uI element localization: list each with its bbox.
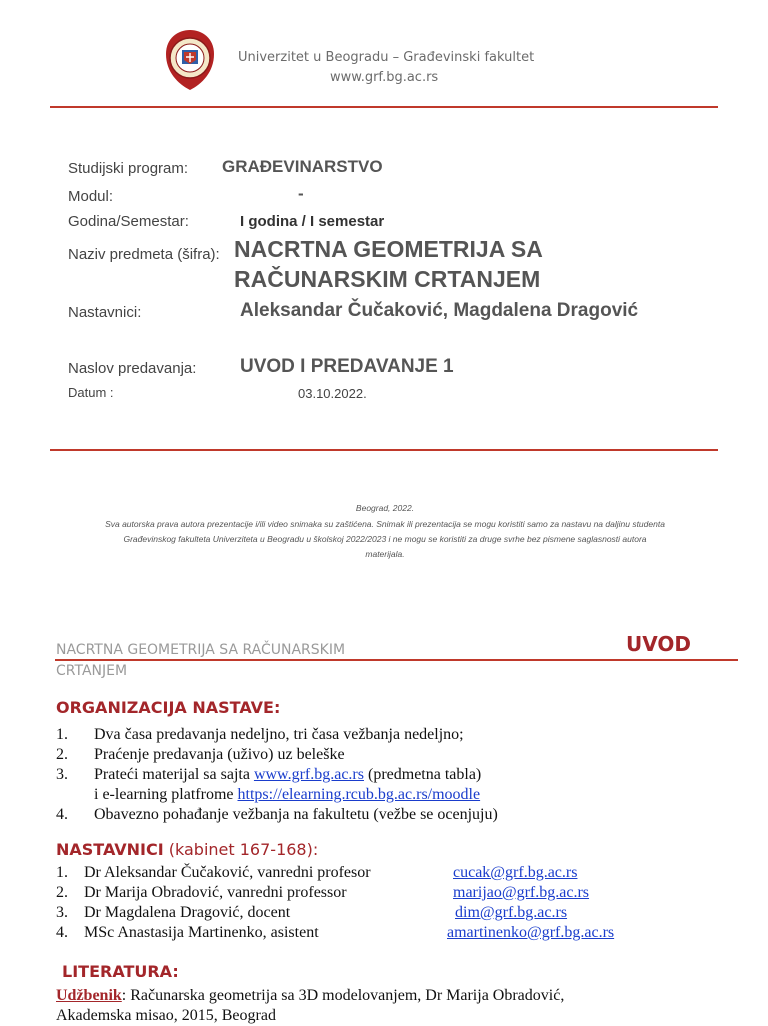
table-row: 2. Dr Marija Obradović, vanredni professor marijao@grf.bg.ac.rs xyxy=(56,884,590,901)
footnote-line3: materijala. xyxy=(365,549,405,559)
email-link[interactable]: amartinenko@grf.bg.ac.rs xyxy=(447,924,615,941)
table-row: 1. Dr Aleksandar Čučaković, vanredni profesor cucak@grf.bg.ac.rs xyxy=(56,864,578,881)
elearning-link[interactable]: https://elearning.rcub.bg.ac.rs/moodle xyxy=(237,786,481,803)
teachers-value: Aleksandar Čučaković, Magdalena Dragović xyxy=(240,300,639,321)
program-value: GRAĐEVINARSTVO xyxy=(222,157,383,176)
module-value: - xyxy=(298,184,304,203)
table-row: 4. MSc Anastasija Martinenko, asistent amartinenko@grf.bg.ac.rs xyxy=(56,924,615,941)
date-value: 03.10.2022. xyxy=(298,386,367,401)
teachers-heading: NASTAVNICI (kabinet 167-168): xyxy=(56,840,319,859)
slide-course-title xyxy=(56,640,396,682)
literature-text: Udžbenik: Računarska geometrija sa 3D modelovanjem, Dr Marija Obradović, Akademska misao, 2015, Beograd xyxy=(56,987,565,1024)
table-row: 3. Dr Magdalena Dragović, docent dim@grf.bg.ac.rs xyxy=(56,904,568,921)
grf-website-link[interactable]: www.grf.bg.ac.rs xyxy=(253,766,364,783)
year-value: I godina / I semestar xyxy=(240,213,385,230)
footnote-line1: Sva autorska prava autora prezentacije i/ili video snimaka su zaštićena. Snimak ili prezentacija se mogu koristiti samo za nastavu na daljinu studenta xyxy=(105,519,665,529)
organization-list xyxy=(56,726,656,826)
date-label: Datum : xyxy=(68,385,114,400)
textbook-label: Udžbenik xyxy=(56,987,122,1004)
list-item: 2. Praćenje predavanja (uživo) uz beleške xyxy=(56,746,345,763)
course-value-line2: RAČUNARSKIM CRTANJEM xyxy=(234,266,541,292)
university-name: Univerzitet u Beogradu – Građevinski fakultet xyxy=(238,50,535,65)
header-divider xyxy=(50,106,718,108)
slide-section-title: UVOD xyxy=(626,632,691,656)
module-label: Modul: xyxy=(68,188,114,205)
lecture-label: Naslov predavanja: xyxy=(68,360,197,377)
year-label: Godina/Semestar: xyxy=(68,213,189,230)
slide-course-line1: NACRTNA GEOMETRIJA SA RAČUNARSKIM xyxy=(56,642,346,658)
program-label: Studijski program: xyxy=(68,160,189,177)
teachers-list xyxy=(56,864,676,944)
slide-course-line2: CRTANJEM xyxy=(56,663,128,679)
footnote-place: Beograd, 2022. xyxy=(355,503,415,513)
course-label: Naziv predmeta (šifra): xyxy=(68,246,220,263)
university-website: www.grf.bg.ac.rs xyxy=(330,70,439,85)
footnote-line2: Građevinskog fakulteta Univerziteta u Beogradu u školskoj 2022/2023 i ne mogu se koristiti za druge svrhe bez pismene saglasnosti autora xyxy=(123,534,647,544)
course-value-line1: NACRTNA GEOMETRIJA SA xyxy=(234,236,543,262)
slide-divider xyxy=(55,659,738,661)
list-item: 1. Dva časa predavanja nedeljno, tri časa vežbanja nedeljno; xyxy=(56,726,464,743)
email-link[interactable]: marijao@grf.bg.ac.rs xyxy=(453,884,590,901)
teachers-label: Nastavnici: xyxy=(68,304,142,321)
list-item: 3. Prateći materijal sa sajta www.grf.bg.ac.rs (predmetna tabla) xyxy=(56,766,482,783)
email-link[interactable]: cucak@grf.bg.ac.rs xyxy=(453,864,578,881)
lecture-value: UVOD I PREDAVANJE 1 xyxy=(240,356,454,377)
university-seal-icon xyxy=(162,28,218,92)
literature-heading: LITERATURA: xyxy=(62,962,179,981)
list-item: 4. Obavezno pohađanje vežbanja na fakultetu (vežbe se ocenjuju) xyxy=(56,806,498,823)
organization-heading: ORGANIZACIJA NASTAVE: xyxy=(56,698,281,717)
info-divider xyxy=(50,449,718,451)
list-item: i e-learning platfrome https://elearning.rcub.bg.ac.rs/moodle xyxy=(94,786,481,803)
email-link[interactable]: dim@grf.bg.ac.rs xyxy=(455,904,568,921)
